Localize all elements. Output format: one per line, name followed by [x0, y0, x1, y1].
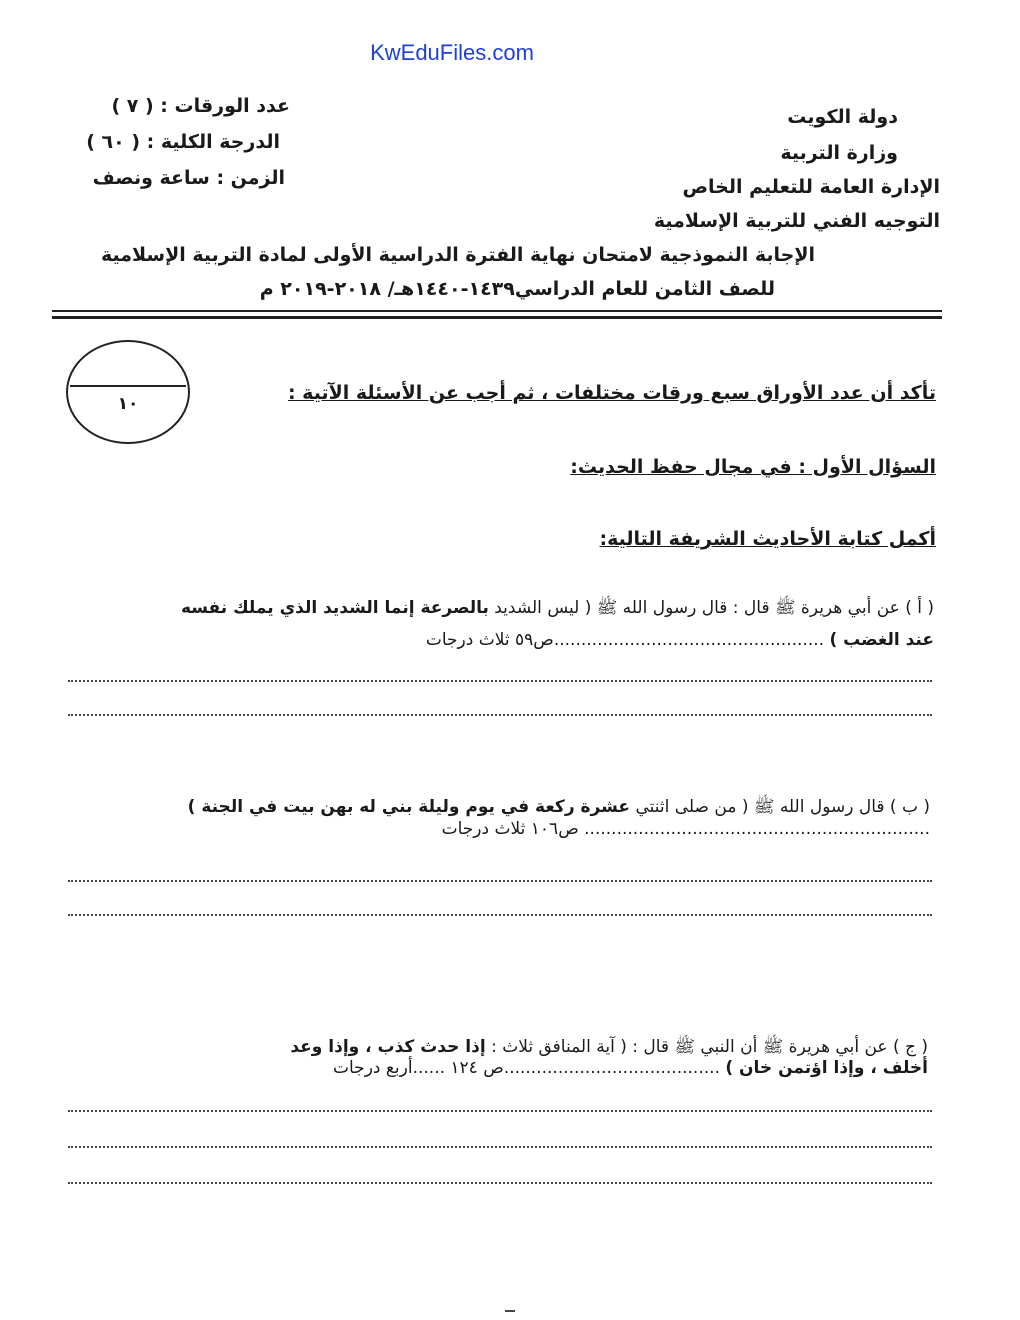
- watermark-text[interactable]: KwEduFiles.com: [370, 40, 534, 65]
- header-supervision: التوجيه الفني للتربية الإسلامية: [653, 210, 940, 232]
- hadith-a-prefix: ( أ ) عن أبي هريرة ﷺ قال : قال رسول الله ﷺ ( ليس الشديد: [488, 598, 934, 618]
- answer-line[interactable]: [68, 914, 932, 916]
- hadith-c-line2-rest: ........................................ص ١٢٤ ......أربع درجات: [333, 1058, 726, 1078]
- hadith-b-prefix: ( ب ) قال رسول الله ﷺ ( من صلى اثنتي: [630, 797, 930, 817]
- instructions: تأكد أن عدد الأوراق سبع ورقات مختلفات ، ثم أجب عن الأسئلة الآتية :: [287, 382, 936, 404]
- divider-bottom: [52, 316, 942, 319]
- hadith-c-bold: إذا حدث كذب ، وإذا وعد: [290, 1037, 486, 1057]
- meta-time: الزمن : ساعة ونصف: [92, 167, 285, 189]
- answer-line[interactable]: [68, 1110, 932, 1112]
- answer-line[interactable]: [68, 1146, 932, 1148]
- question1-title: السؤال الأول : في مجال حفظ الحديث:: [570, 456, 936, 478]
- divider-top: [52, 310, 942, 312]
- page-mark: [505, 1310, 515, 1312]
- answer-line[interactable]: [68, 880, 932, 882]
- hadith-b-line2: ................................................................ ص١٠٦ ثلاث درجات: [441, 819, 930, 839]
- header-country: دولة الكويت: [787, 106, 898, 128]
- score-circle-divider: [70, 385, 186, 387]
- header-department: الإدارة العامة للتعليم الخاص: [682, 176, 940, 198]
- meta-total-score: الدرجة الكلية : ( ٦٠ ): [86, 131, 280, 153]
- hadith-a-line2: [426, 630, 934, 650]
- exam-subtitle: للصف الثامن للعام الدراسي١٤٣٩-١٤٤٠هـ/ ٢٠١٨-٢٠١٩ م: [259, 278, 775, 300]
- header-ministry: وزارة التربية: [780, 142, 898, 164]
- hadith-a-bold: بالصرعة إنما الشديد الذي يملك نفسه: [180, 598, 489, 618]
- answer-line[interactable]: [68, 1182, 932, 1184]
- score-circle: [66, 340, 190, 444]
- hadith-c-line2-bold: أخلف ، وإذا اؤتمن خان ): [725, 1058, 928, 1078]
- hadith-b-line1: [188, 796, 930, 821]
- hadith-b-bold: عشرة ركعة في يوم وليلة بني له بهن بيت في الجنة ): [187, 797, 631, 817]
- score-value: ١٠: [117, 394, 139, 414]
- hadith-c-prefix: ( ج ) عن أبي هريرة ﷺ أن النبي ﷺ قال : ( آية المنافق ثلاث :: [485, 1037, 928, 1057]
- hadith-a-line1: [181, 597, 934, 622]
- meta-pages: عدد الورقات : ( ٧ ): [111, 95, 290, 117]
- exam-title: الإجابة النموذجية لامتحان نهاية الفترة الدراسية الأولى لمادة التربية الإسلامية: [100, 244, 815, 266]
- hadith-a-line2-bold: عند الغضب ): [829, 630, 934, 650]
- hadith-a-line2-rest: ..................................................ص٥٩ ثلاث درجات: [425, 630, 830, 650]
- answer-line[interactable]: [68, 714, 932, 716]
- answer-line[interactable]: [68, 680, 932, 682]
- hadith-c-line2: [333, 1058, 928, 1078]
- question1-subtitle: أكمل كتابة الأحاديث الشريفة التالية:: [599, 528, 936, 550]
